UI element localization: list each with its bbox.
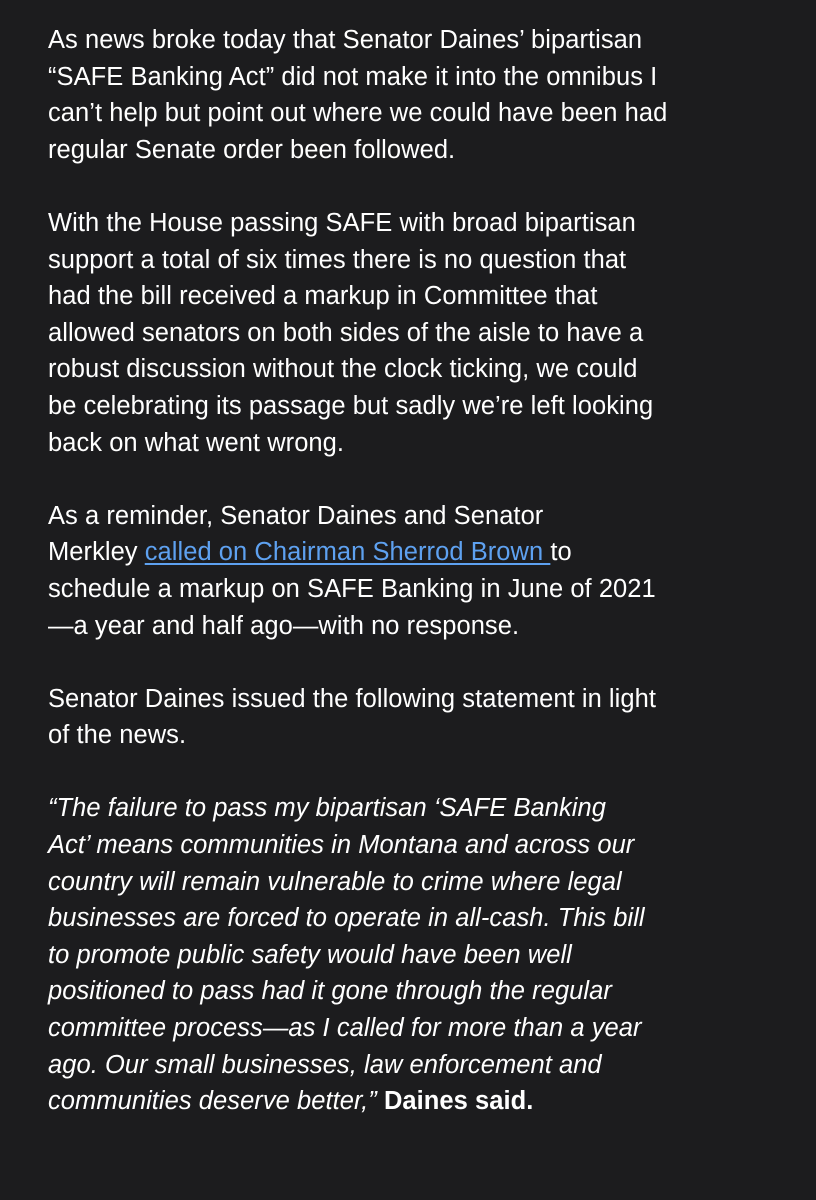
text-line: As a reminder, Senator Daines and Senator bbox=[48, 501, 544, 530]
paragraph-intro bbox=[48, 22, 800, 168]
quote-text-segment: communities deserve better,” bbox=[48, 1087, 384, 1116]
text-line: “SAFE Banking Act” did not make it into the omnibus I bbox=[48, 62, 658, 91]
text-line: With the House passing SAFE with broad bipartisan bbox=[48, 208, 636, 237]
quote-line: “The failure to pass my bipartisan ‘SAFE Banking bbox=[48, 794, 606, 823]
quote-line: positioned to pass had it gone through the regular bbox=[48, 977, 612, 1006]
text-line: —a year and half ago—with no response. bbox=[48, 611, 520, 640]
quote-attribution: Daines said. bbox=[383, 1087, 534, 1116]
text-line: schedule a markup on SAFE Banking in June of 2021 bbox=[48, 574, 656, 603]
text-line: be celebrating its passage but sadly we’re left looking bbox=[48, 391, 654, 420]
quote-line: country will remain vulnerable to crime where legal bbox=[48, 867, 622, 896]
text-segment: to bbox=[550, 538, 572, 567]
quote-last-line bbox=[48, 1083, 800, 1120]
text-line: can’t help but point out where we could have been had bbox=[48, 99, 668, 128]
text-line: of the news. bbox=[48, 721, 187, 750]
quote-line: ago. Our small businesses, law enforcement and bbox=[48, 1050, 602, 1079]
quote-line: Act’ means communities in Montana and across our bbox=[48, 831, 635, 860]
paragraph-reminder bbox=[48, 498, 800, 644]
text-line: had the bill received a markup in Committee that bbox=[48, 282, 598, 311]
text-line: support a total of six times there is no question that bbox=[48, 245, 627, 274]
text-line: allowed senators on both sides of the aisle to have a bbox=[48, 318, 644, 347]
text-line-with-link bbox=[48, 534, 800, 571]
quote-line: to promote public safety would have been well bbox=[48, 940, 572, 969]
text-segment: Merkley bbox=[48, 538, 145, 567]
paragraph-house-passing bbox=[48, 205, 800, 461]
paragraph-statement-intro bbox=[48, 681, 800, 754]
daines-quote bbox=[48, 790, 800, 1119]
text-line: robust discussion without the clock ticking, we could bbox=[48, 355, 638, 384]
statement-document bbox=[48, 22, 800, 1156]
quote-line: committee process—as I called for more than a year bbox=[48, 1014, 642, 1043]
text-line: back on what went wrong. bbox=[48, 428, 345, 457]
text-line: Senator Daines issued the following statement in light bbox=[48, 684, 656, 713]
text-line: As news broke today that Senator Daines’ bipartisan bbox=[48, 26, 643, 54]
chairman-brown-link[interactable]: called on Chairman Sherrod Brown bbox=[144, 538, 551, 567]
quote-line: businesses are forced to operate in all-cash. This bill bbox=[48, 904, 645, 933]
text-line: regular Senate order been followed. bbox=[48, 135, 456, 164]
